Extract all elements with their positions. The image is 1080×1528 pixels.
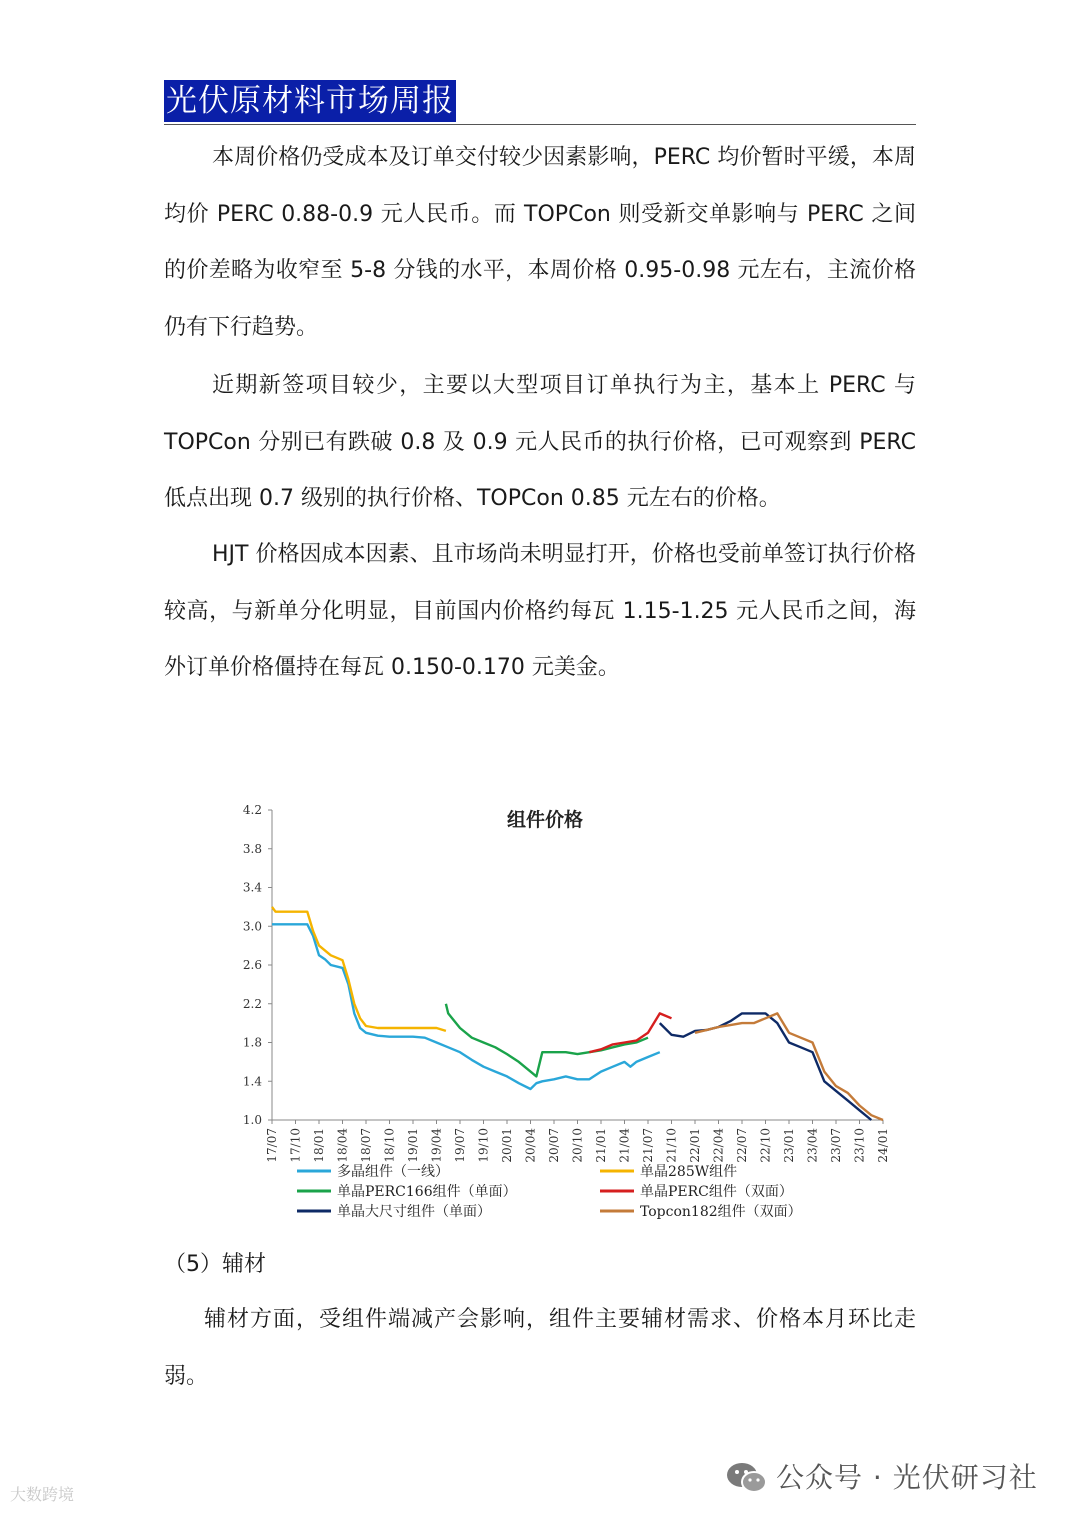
- x-tick-label: 18/10: [382, 1128, 397, 1163]
- series-line-1: [272, 924, 660, 1089]
- legend-label-2: 单晶285W组件: [640, 1164, 738, 1180]
- x-tick-label: 22/04: [711, 1128, 726, 1163]
- x-tick-label: 24/01: [876, 1128, 890, 1163]
- x-tick-label: 21/10: [664, 1128, 679, 1163]
- paragraph-new-orders: 近期新签项目较少，主要以大型项目订单执行为主，基本上 PERC 与 TOPCon 分别已有跌破 0.8 及 0.9 元人民币的执行价格，已可观察到 PERC 低点出现 0.7 级别的执行价格、TOPCon 0.85 元左右的价格。: [164, 373, 916, 511]
- x-tick-label: 21/07: [641, 1128, 655, 1163]
- y-tick-label: 2.2: [242, 996, 262, 1011]
- legend-label-4: 单晶PERC组件（双面）: [640, 1184, 793, 1200]
- x-tick-label: 20/07: [547, 1128, 561, 1163]
- module-price-chart: [225, 790, 905, 1240]
- report-title: 光伏原材料市场周报: [164, 80, 456, 122]
- x-tick-label: 23/01: [782, 1128, 796, 1163]
- x-tick-label: 19/07: [453, 1128, 467, 1163]
- wechat-icon: [725, 1460, 769, 1496]
- watermark-right: 公众号 · 光伏研习社: [776, 1461, 1038, 1494]
- legend-label-6: Topcon182组件（双面）: [640, 1204, 802, 1220]
- y-tick-label: 1.8: [242, 1035, 262, 1050]
- x-tick-label: 18/07: [359, 1128, 373, 1163]
- x-tick-label: 22/10: [758, 1128, 773, 1163]
- paragraph-perc-topcon: 本周价格仍受成本及订单交付较少因素影响，PERC 均价暂时平缓，本周均价 PERC 0.88-0.9 元人民币。而 TOPCon 则受新交单影响与 PERC 之间的价差略为收窄至 5-8 分钱的水平，本周价格 0.95-0.98 元左右，主流价格仍有下行趋势。: [164, 145, 916, 340]
- x-tick-label: 21/04: [617, 1128, 632, 1163]
- x-tick-label: 23/10: [852, 1128, 867, 1163]
- footer: [0, 1448, 1080, 1508]
- x-tick-label: 23/07: [829, 1128, 843, 1163]
- x-tick-label: 18/04: [335, 1128, 350, 1163]
- x-tick-label: 19/10: [476, 1128, 491, 1163]
- x-tick-label: 17/10: [288, 1128, 303, 1163]
- x-tick-label: 22/07: [735, 1128, 749, 1163]
- x-tick-label: 19/01: [406, 1128, 420, 1163]
- x-tick-label: 17/07: [265, 1128, 279, 1163]
- x-tick-label: 23/04: [805, 1128, 820, 1163]
- series-line-5: [660, 1013, 872, 1120]
- legend-label-5: 单晶大尺寸组件（单面）: [337, 1204, 491, 1220]
- y-tick-label: 3.0: [242, 919, 262, 934]
- series-line-4: [589, 1013, 671, 1052]
- paragraph-auxiliary: 辅材方面，受组件端减产会影响，组件主要辅材需求、价格本月环比走弱。: [164, 1307, 916, 1389]
- y-tick-label: 4.2: [242, 803, 262, 817]
- x-tick-label: 20/04: [523, 1128, 538, 1163]
- page-header: [164, 80, 916, 125]
- x-tick-label: 20/10: [570, 1128, 585, 1163]
- x-tick-label: 20/01: [500, 1128, 514, 1163]
- chart-title: 组件价格: [506, 809, 584, 831]
- y-tick-label: 1.0: [242, 1113, 262, 1127]
- y-tick-label: 3.8: [242, 841, 262, 856]
- series-line-6: [695, 1013, 883, 1120]
- y-tick-label: 2.6: [242, 958, 262, 972]
- paragraph-hjt: HJT 价格因成本因素、且市场尚未明显打开，价格也受前单签订执行价格较高，与新单分化明显，目前国内价格约每瓦 1.15-1.25 元人民币之间，海外订单价格僵持在每瓦 0.150-0.170 元美金。: [164, 542, 916, 680]
- y-tick-label: 3.4: [242, 880, 262, 895]
- section-heading-auxiliary: （5）辅材: [164, 1252, 266, 1277]
- legend-label-3: 单晶PERC166组件（单面）: [337, 1184, 517, 1200]
- legend-label-1: 多晶组件（一线）: [337, 1164, 449, 1180]
- x-tick-label: 22/01: [688, 1128, 702, 1163]
- x-tick-label: 19/04: [429, 1128, 444, 1163]
- watermark-left: 大数跨境: [10, 1485, 75, 1504]
- y-tick-label: 1.4: [242, 1074, 262, 1089]
- x-tick-label: 18/01: [312, 1128, 326, 1163]
- x-tick-label: 21/01: [594, 1128, 608, 1163]
